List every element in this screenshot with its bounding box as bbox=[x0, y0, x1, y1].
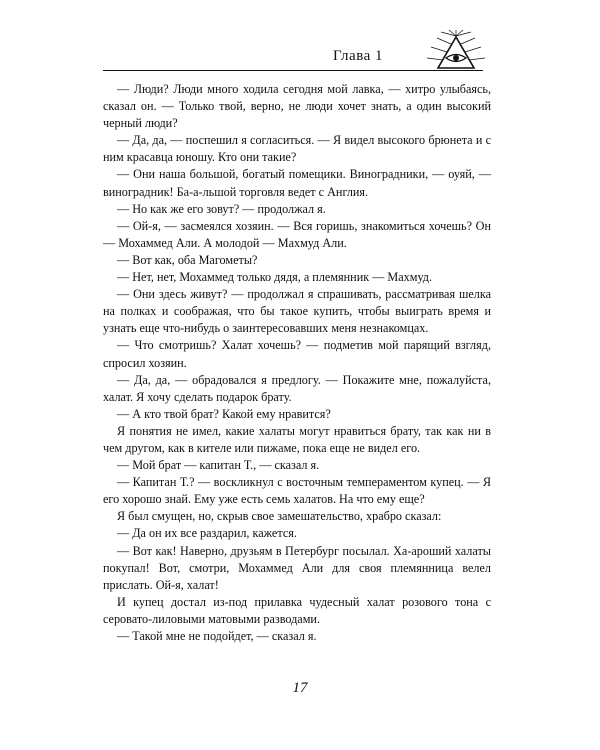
paragraph: — Капитан Т.? — воскликнул с восточным темпераментом купец. — Я его хорошо знай. Ему уже есть семь халатов. На что ему еще? bbox=[103, 475, 491, 507]
body-text bbox=[103, 81, 491, 645]
paragraph: — А кто твой брат? Какой ему нравится? bbox=[117, 406, 331, 421]
paragraph: — Мой брат — капитан Т., — сказал я. bbox=[117, 458, 320, 473]
paragraph: — Но как же его зовут? — продолжал я. bbox=[117, 201, 326, 216]
paragraph: — Они здесь живут? — продолжал я спрашивать, рассматривая шелка на полках и соображая, что бы такое купить, чтобы выиграть время и узнать еще что-нибудь о заинтересовавших меня незнакомцах. bbox=[103, 287, 491, 336]
eye-in-triangle-icon bbox=[421, 30, 491, 78]
paragraph: — Ой-я, — засмеялся хозяин. — Вся горишь, знакомиться хочешь? Он — Мохаммед Али. А молодой — Махмуд Али. bbox=[103, 218, 491, 250]
page-number: 17 bbox=[292, 680, 308, 696]
paragraph: — Да, да, — обрадовался я предлогу. — Покажите мне, пожалуйста, халат. Я хочу сделать подарок брату. bbox=[103, 372, 491, 404]
paragraph: — Люди? Люди много ходила сегодня мой лавка, — хитро улыбаясь, сказал он. — Только твой, верно, не люди хочет знать, а один высокий черный люди? bbox=[103, 82, 491, 131]
chapter-label: Глава 1 bbox=[333, 48, 383, 64]
running-header bbox=[103, 38, 503, 78]
paragraph: Я был смущен, но, скрыв свое замешательство, храбро сказал: bbox=[117, 509, 442, 524]
paragraph: — Да, да, — поспешил я согласиться. — Я видел высокого брюнета и с ним красавца юношу. Кто они такие? bbox=[103, 133, 491, 165]
paragraph: Я понятия не имел, какие халаты могут нравиться брату, так как ни в чем другом, как в кителе или пижаме, пока еще не видел его. bbox=[103, 423, 491, 455]
paragraph: — Да он их все раздарил, кажется. bbox=[117, 526, 297, 541]
paragraph: — Они наша большой, богатый помещики. Виноградники, — оуяй, — виноградник! Ба-а-льшой торговля ведет с Англия. bbox=[103, 167, 491, 199]
paragraph: — Такой мне не подойдет, — сказал я. bbox=[117, 629, 317, 643]
paragraph: И купец достал из-под прилавка чудесный халат розового тона с серовато-лиловыми матовыми разводами. bbox=[103, 594, 491, 626]
paragraph: — Вот как, оба Магометы? bbox=[117, 252, 258, 267]
paragraph: — Нет, нет, Мохаммед только дядя, а племянник — Махмуд. bbox=[117, 270, 433, 285]
paragraph: — Вот как! Наверно, друзьям в Петербург посылал. Ха-ароший халаты покупал! Вот, смотри, Мохаммед Али для своя племянница велел прислать. Ой-я, халат! bbox=[103, 543, 491, 592]
paragraph: — Что смотришь? Халат хочешь? — подметив мой парящий взгляд, спросил хозяин. bbox=[103, 338, 491, 370]
